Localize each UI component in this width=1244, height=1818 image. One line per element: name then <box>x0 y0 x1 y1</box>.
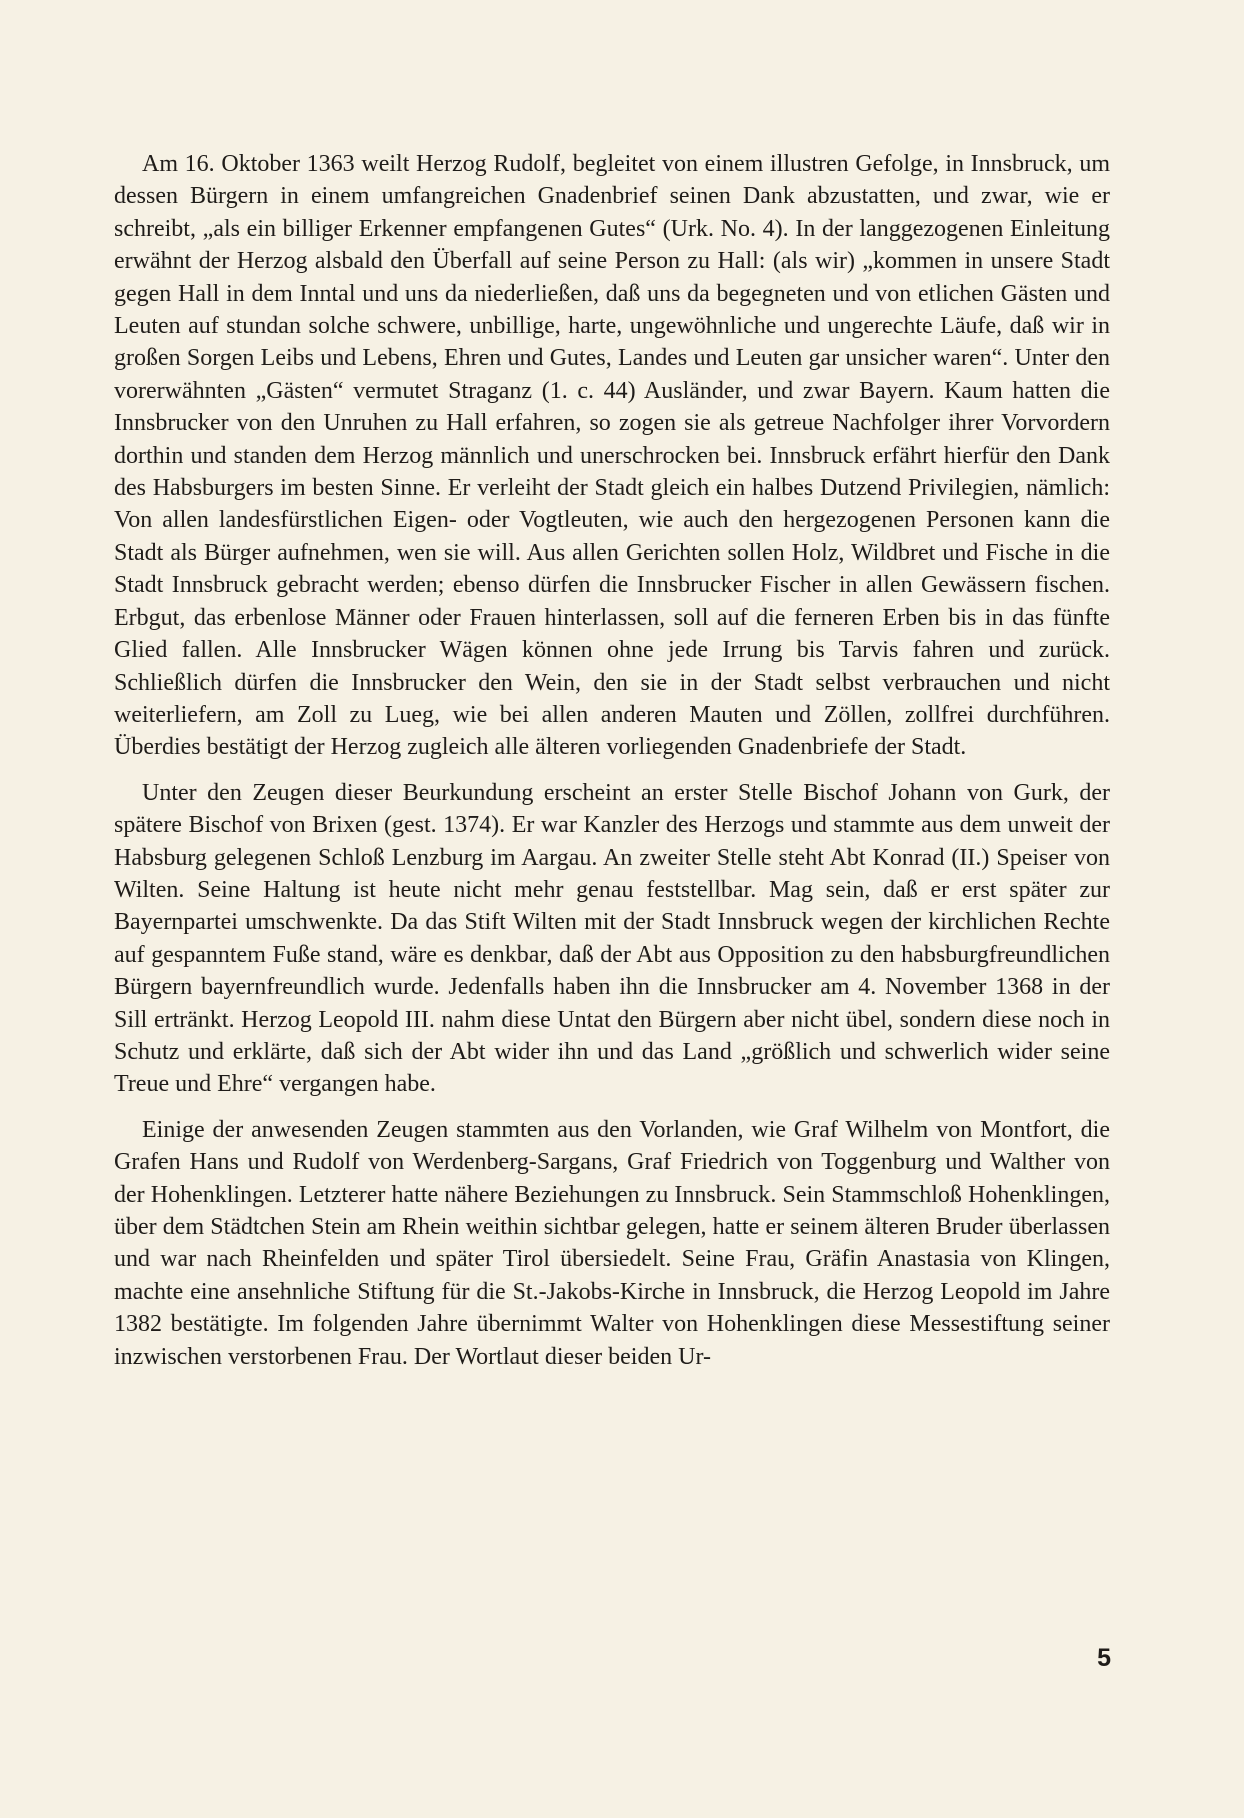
paragraph-1: Am 16. Oktober 1363 weilt Herzog Rudolf, begleitet von einem illustren Gefolge, in Innsbruck, um dessen Bürgern in einem umfangreichen Gnadenbrief seinen Dank abzustatten, und zwar, wie er schreibt, „als ein billiger Erkenner empfangenen Gutes“ (Urk. No. 4). In der langgezogenen Einleitung erwähnt der Herzog alsbald den Überfall auf seine Person zu Hall: (als wir) „kommen in unsere Stadt gegen Hall in dem Inntal und uns da niederließen, daß uns da begegneten und von etlichen Gästen und Leuten auf stundan solche schwere, unbillige, harte, ungewöhnliche und ungerechte Läufe, daß wir in großen Sorgen Leibs und Lebens, Ehren und Gutes, Landes und Leuten gar unsicher waren“. Unter den vorerwähnten „Gästen“ vermutet Straganz (1. c. 44) Ausländer, und zwar Bayern. Kaum hatten die Innsbrucker von den Unruhen zu Hall erfahren, so zogen sie als getreue Nachfolger ihrer Vorvordern dorthin und standen dem Herzog männlich und unerschrocken bei. Innsbruck erfährt hierfür den Dank des Habsburgers im besten Sinne. Er verleiht der Stadt gleich ein halbes Dutzend Privilegien, nämlich: Von allen landesfürstlichen Eigen- oder Vogtleuten, wie auch den hergezogenen Personen kann die Stadt als Bürger aufnehmen, wen sie will. Aus allen Gerichten sollen Holz, Wildbret und Fische in die Stadt Innsbruck gebracht werden; ebenso dürfen die Innsbrucker Fischer in allen Gewässern fischen. Erbgut, das erbenlose Männer oder Frauen hinterlassen, soll auf die ferneren Erben bis in das fünfte Glied fallen. Alle Innsbrucker Wägen können ohne jede Irrung bis Tarvis fahren und zurück. Schließlich dürfen die Innsbrucker den Wein, den sie in der Stadt selbst verbrauchen und nicht weiterliefern, am Zoll zu Lueg, wie bei allen anderen Mauten und Zöllen, zollfrei durchführen. Überdies bestätigt der Herzog zugleich alle älteren vorliegenden Gnadenbriefe der Stadt. <box>114 151 1110 761</box>
page-number: 5 <box>1097 1644 1111 1672</box>
paragraph-2: Unter den Zeugen dieser Beurkundung erscheint an erster Stelle Bischof Johann von Gurk, der spätere Bischof von Brixen (gest. 1374). Er war Kanzler des Herzogs und stammte aus dem unweit der Habsburg gelegenen Schloß Lenzburg im Aargau. An zweiter Stelle steht Abt Konrad (II.) Speiser von Wilten. Seine Haltung ist heute nicht mehr genau feststellbar. Mag sein, daß er erst später zur Bayernpartei umschwenkte. Da das Stift Wilten mit der Stadt Innsbruck wegen der kirchlichen Rechte auf gespanntem Fuße stand, wäre es denkbar, daß der Abt aus Opposition zu den habsburgfreundlichen Bürgern bayernfreundlich wurde. Jedenfalls haben ihn die Innsbrucker am 4. November 1368 in der Sill ertränkt. Herzog Leopold III. nahm diese Untat den Bürgern aber nicht übel, sondern diese noch in Schutz und erklärte, daß sich der Abt wider ihn und das Land „größlich und schwerlich wider seine Treue und Ehre“ vergangen habe. <box>114 779 1110 1098</box>
body-text <box>114 148 1110 1373</box>
paragraph-3: Einige der anwesenden Zeugen stammten aus den Vorlanden, wie Graf Wilhelm von Montfort, die Grafen Hans und Rudolf von Werdenberg-Sargans, Graf Friedrich von Toggenburg und Walther von der Hohenklingen. Letzterer hatte nähere Beziehungen zu Innsbruck. Sein Stammschloß Hohenklingen, über dem Städtchen Stein am Rhein weithin sichtbar gelegen, hatte er seinem älteren Bruder überlassen und war nach Rheinfelden und später Tirol übersiedelt. Seine Frau, Gräfin Anastasia von Klingen, machte eine ansehnliche Stiftung für die St.-Jakobs-Kirche in Innsbruck, die Herzog Leopold im Jahre 1382 bestätigte. Im folgenden Jahre übernimmt Walter von Hohenklingen diese Messestiftung seiner inzwischen verstorbenen Frau. Der Wortlaut dieser beiden Ur- <box>114 1116 1110 1370</box>
